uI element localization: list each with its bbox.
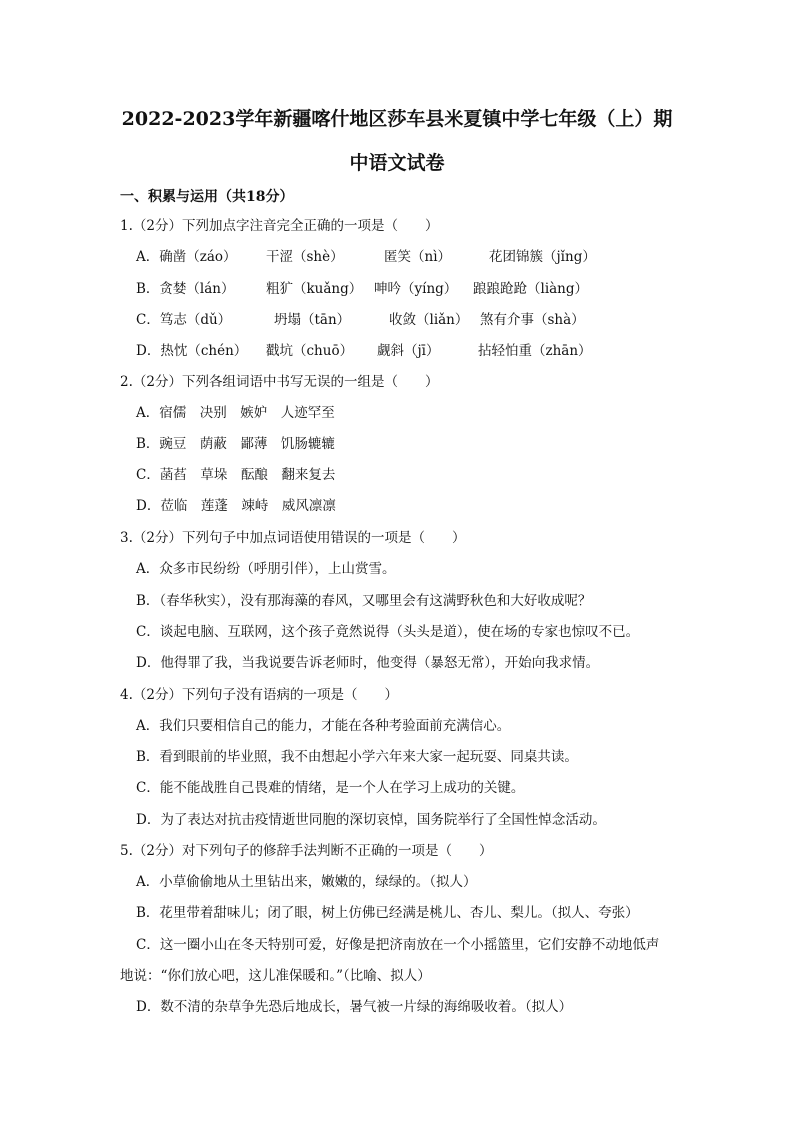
option-a-item-1: A．确凿（záo） [136, 249, 237, 265]
option-a-item-2: 干涩（shè） [266, 249, 344, 265]
option-b-item-3: 呻吟（yíng） [374, 281, 458, 297]
exam-title-line-1: 2022-2023学年新疆喀什地区莎车县米夏镇中学七年级（上）期 [121, 108, 673, 130]
question-2-option-c: C．菡萏 草垛 酝酿 翻来复去 [136, 467, 336, 483]
question-3-option-c: C．谈起电脑、互联网，这个孩子竟然说得（头头是道），使在场的专家也惊叹不已。 [136, 624, 640, 640]
question-4-option-a: A．我们只要相信自己的能力，才能在各种考验面前充满信心。 [136, 718, 511, 734]
question-5-option-a: A．小草偷偷地从土里钻出来，嫩嫩的，绿绿的。（拟人） [136, 874, 477, 890]
question-5-option-c-continued: 地说：“你们放心吧，这儿准保暖和。”（比喻、拟人） [120, 968, 431, 984]
question-4-option-c: C．能不能战胜自己畏难的情绪，是一个人在学习上成功的关键。 [136, 780, 525, 796]
option-d-item-3: 觑斜（jī） [377, 343, 440, 359]
option-c-item-2: 坍塌（tān） [274, 312, 351, 328]
option-a-item-3: 匿笑（nì） [384, 249, 452, 265]
question-4-option-b: B．看到眼前的毕业照，我不由想起小学六年来大家一起玩耍、同桌共读。 [136, 749, 578, 765]
question-5-stem: 5.（2分）对下列句子的修辞手法判断不正确的一项是（ ） [120, 843, 493, 859]
question-1-stem: 1.（2分）下列加点字注音完全正确的一项是（ ） [120, 218, 439, 234]
question-2-option-a: A．宿儒 决别 嫉妒 人迹罕至 [136, 405, 335, 421]
question-3-option-d: D．他得罪了我，当我说要告诉老师时，他变得（暴怒无常），开始向我求情。 [136, 655, 600, 671]
question-2-stem: 2.（2分）下列各组词语中书写无误的一组是（ ） [120, 374, 439, 390]
question-4-option-d: D．为了表达对抗击疫情逝世同胞的深切哀悼，国务院举行了全国性悼念活动。 [136, 812, 606, 828]
option-d-item-2: 戳坑（chuō） [266, 343, 354, 359]
question-5-option-d: D．数不清的杂草争先恐后地成长，暑气被一片绿的海绵吸收着。（拟人） [136, 999, 573, 1015]
option-a-item-4: 花团锦簇（jǐng） [489, 249, 596, 265]
option-b-item-1: B．贪婪（lán） [136, 281, 235, 297]
question-2-option-d: D．莅临 莲蓬 竦峙 威风凛凛 [136, 498, 336, 514]
question-5-option-b: B．花里带着甜味儿；闭了眼，树上仿佛已经满是桃儿、杏儿、梨儿。（拟人、夸张） [136, 905, 639, 921]
question-3-option-b: B．（春华秋实），没有那海藻的春风，又哪里会有这满野秋色和大好收成呢？ [136, 593, 592, 609]
option-c-item-1: C．笃志（dǔ） [136, 312, 232, 328]
question-2-option-b: B．豌豆 荫蔽 鄙薄 饥肠辘辘 [136, 436, 335, 452]
exam-title-line-2: 中语文试卷 [349, 152, 445, 174]
question-3-option-a: A．众多市民纷纷（呼朋引伴），上山赏雪。 [136, 561, 396, 577]
question-4-stem: 4.（2分）下列句子没有语病的一项是（ ） [120, 687, 398, 703]
option-d-item-1: D．热忱（chén） [136, 343, 248, 359]
option-c-item-3: 收敛（liǎn） [389, 312, 469, 328]
option-b-item-4: 踉踉跄跄（liàng） [473, 281, 589, 297]
question-5-option-c: C．这一圈小山在冬天特别可爱，好像是把济南放在一个小摇篮里，它们安静不动地低声 [136, 937, 660, 953]
option-c-item-4: 煞有介事（shà） [480, 312, 585, 328]
section-heading: 一、积累与运用（共18分） [120, 189, 294, 205]
option-d-item-4: 拈轻怕重（zhān） [478, 343, 592, 359]
option-b-item-2: 粗犷（kuǎng） [266, 281, 363, 297]
question-3-stem: 3.（2分）下列句子中加点词语使用错误的一项是（ ） [120, 530, 466, 546]
